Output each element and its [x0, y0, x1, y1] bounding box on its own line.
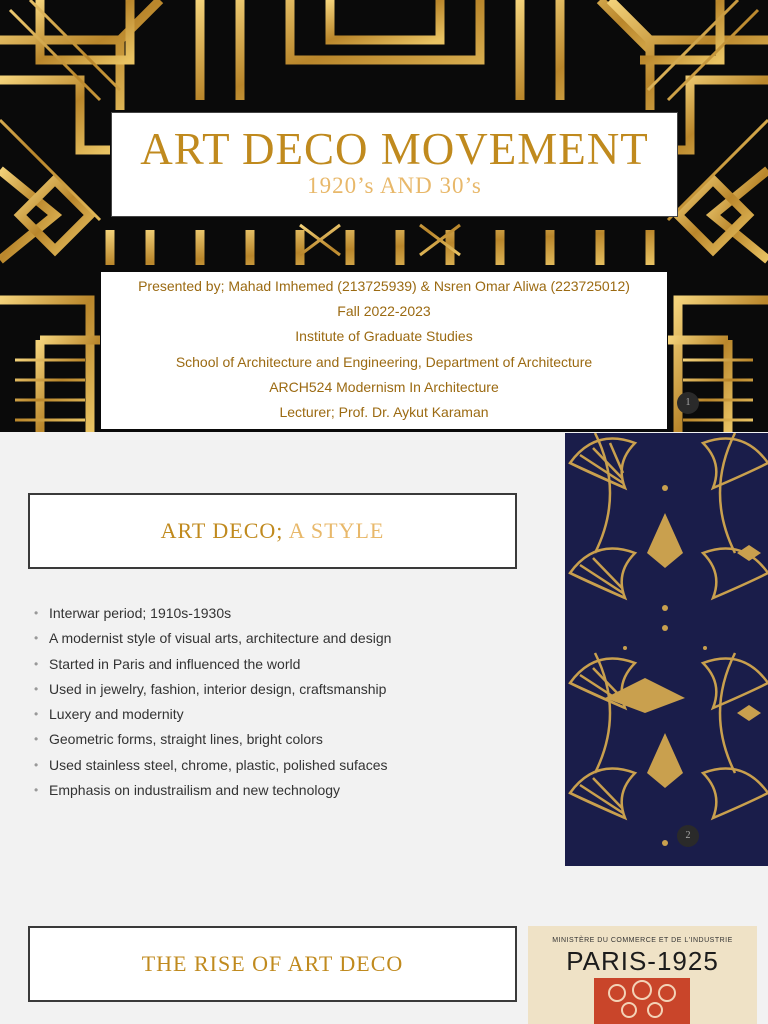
bullet-icon: •	[34, 757, 39, 772]
presentation-subtitle: 1920’s AND 30’s	[307, 173, 482, 198]
list-item: • Emphasis on industrailism and new technology	[34, 778, 391, 803]
poster-ministry-text: MINISTÈRE DU COMMERCE ET DE L'INDUSTRIE	[552, 937, 733, 944]
rose-basket-icon	[592, 978, 692, 1024]
bullet-icon: •	[34, 783, 39, 798]
list-item: • Used in jewelry, fashion, interior design, craftsmanship	[34, 677, 391, 702]
list-item: • Luxery and modernity	[34, 702, 391, 727]
list-item: • Interwar period; 1910s-1930s	[34, 601, 391, 626]
bullet-icon: •	[34, 606, 39, 620]
rise-heading-box: THE RISE OF ART DECO	[28, 926, 517, 1002]
info-line-institute: Institute of Graduate Studies	[295, 328, 473, 345]
title-box	[111, 112, 678, 217]
info-line-lecturer: Lecturer; Prof. Dr. Aykut Karaman	[279, 404, 489, 421]
bullet-icon: •	[34, 656, 39, 671]
info-line-school: School of Architecture and Engineering, Department of Architecture	[175, 353, 593, 370]
bullet-icon: •	[34, 707, 39, 722]
poster-title-text: PARIS-1925	[566, 946, 719, 976]
info-line-course: ARCH524 Modernism In Architecture	[269, 378, 499, 395]
list-item: • A modernist style of visual arts, architecture and design	[34, 626, 391, 651]
slide-number-badge: 1	[677, 392, 699, 414]
heading-part-a-style: A STYLE	[288, 518, 385, 543]
list-item: • Used stainless steel, chrome, plastic, polished sufaces	[34, 753, 391, 778]
list-item: • Started in Paris and influenced the world	[34, 652, 391, 677]
presentation-title: ART DECO MOVEMENT	[140, 124, 649, 174]
bullet-icon: •	[34, 732, 39, 747]
bullet-icon: •	[34, 681, 39, 696]
slide-3	[0, 880, 768, 1024]
slide-2	[0, 433, 768, 866]
bullet-icon: •	[34, 631, 39, 646]
paris-1925-poster-image	[528, 926, 757, 1024]
bullet-list	[34, 601, 391, 803]
list-item: • Geometric forms, straight lines, bright colors	[34, 727, 391, 752]
slide-1	[0, 0, 768, 432]
info-line-term: Fall 2022-2023	[337, 303, 431, 320]
presenter-info-box	[101, 272, 667, 429]
slide-number-badge: 2	[677, 825, 699, 847]
navy-fan-pattern-image	[565, 433, 768, 866]
style-heading-box	[28, 493, 517, 569]
info-line-presenters: Presented by; Mahad Imhemed (213725939) & Nsren Omar Aliwa (223725012)	[138, 278, 630, 294]
heading-part-art-deco: ART DECO;	[160, 518, 284, 543]
